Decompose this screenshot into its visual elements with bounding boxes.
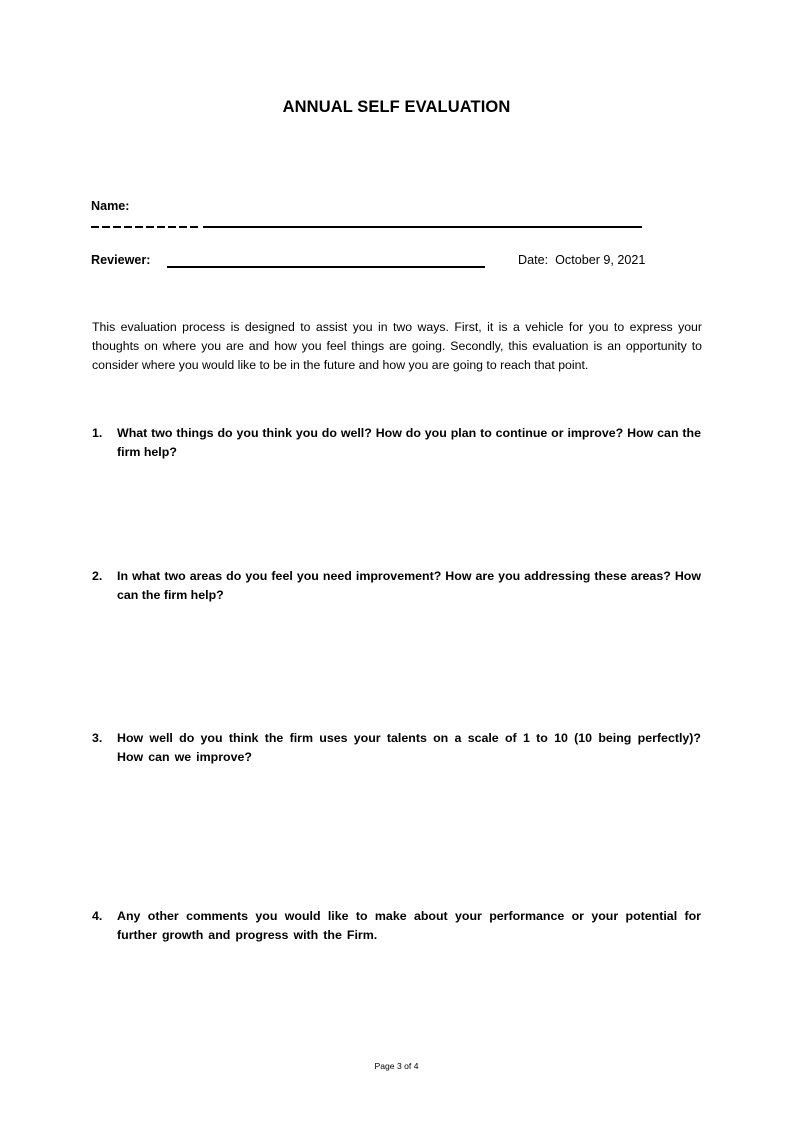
name-field-underline[interactable] <box>91 221 642 232</box>
question-text-1: What two things do you think you do well? How do you plan to continue or improve? How can the firm help? <box>117 426 701 459</box>
question-item-3 <box>92 729 701 766</box>
question-text-2: In what two areas do you feel you need improvement? How are you addressing these areas? How can the firm help? <box>117 569 701 602</box>
question-number-4: 4. <box>92 909 103 923</box>
question-text-4: Any other comments you would like to make about your performance or your potential for further growth and progress with the Firm. <box>117 909 701 942</box>
reviewer-field-underline[interactable] <box>167 266 485 268</box>
question-item-4 <box>92 907 701 944</box>
intro-paragraph: This evaluation process is designed to assist you in two ways. First, it is a vehicle for you to express your thoughts on where you are and how you feel things are going. Secondly, this evaluation is an opportunity to consider where you would like to be in the future and how you are going to reach that point. <box>92 320 702 373</box>
reviewer-field-label: Reviewer: <box>91 253 151 267</box>
question-number-3: 3. <box>92 731 103 745</box>
date-field: Date: October 9, 2021 <box>518 253 646 267</box>
page-footer: Page 3 of 4 <box>374 1061 419 1071</box>
question-text-3: How well do you think the firm uses your talents on a scale of 1 to 10 (10 being perfectly)? How can we improve? <box>117 731 701 764</box>
question-item-2 <box>92 567 701 604</box>
name-underline-dashes <box>91 221 205 232</box>
name-underline-solid <box>203 226 642 228</box>
question-number-2: 2. <box>92 569 103 583</box>
page-title: ANNUAL SELF EVALUATION <box>282 98 511 116</box>
question-number-1: 1. <box>92 426 103 440</box>
name-field-label: Name: <box>91 199 130 213</box>
question-item-1 <box>92 424 701 461</box>
